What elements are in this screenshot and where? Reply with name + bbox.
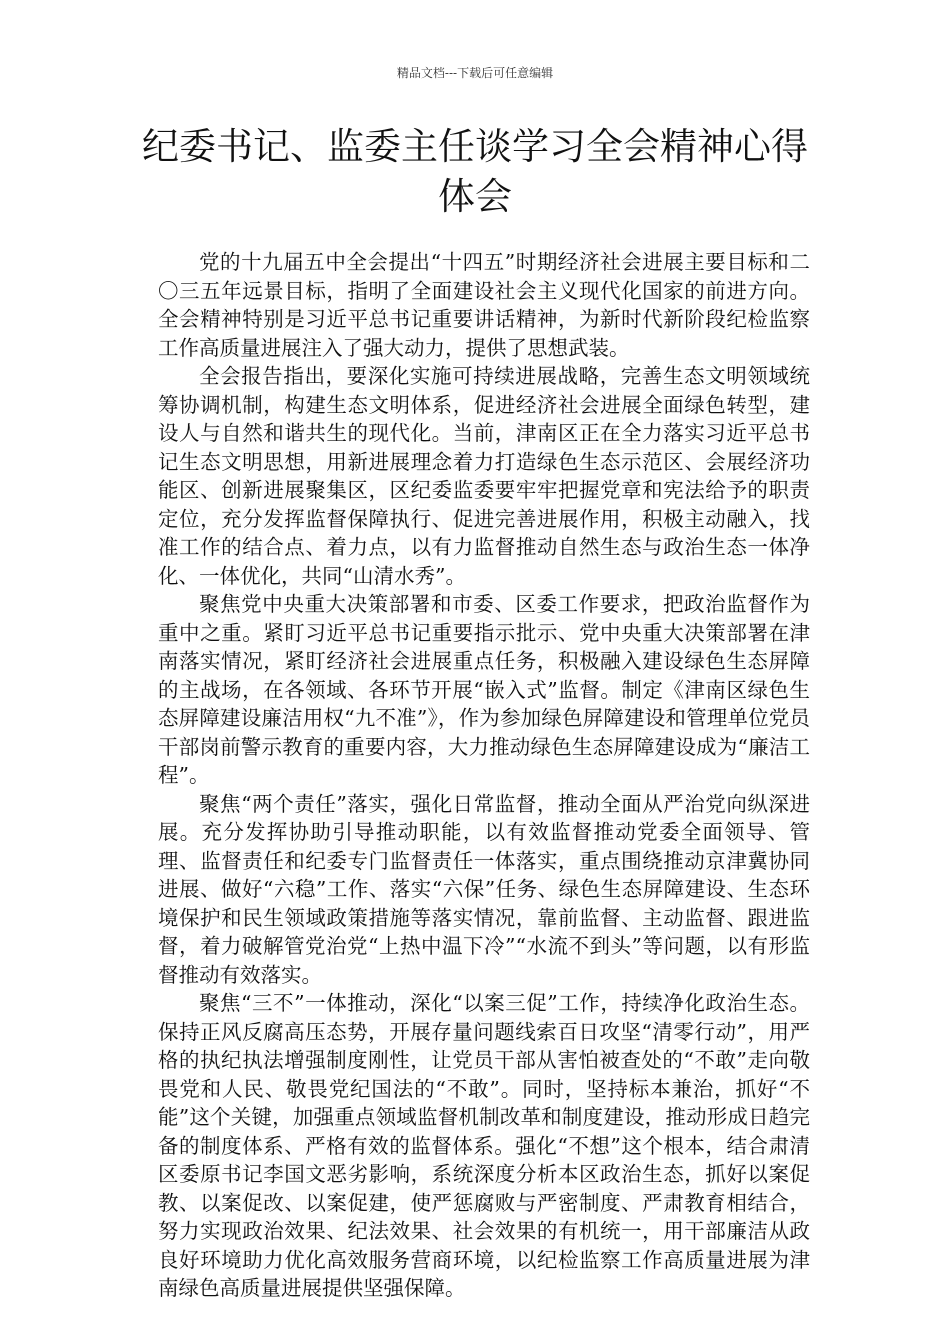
paragraph: 聚焦党中央重大决策部署和市委、区委工作要求，把政治监督作为重中之重。紧盯习近平总书记重要指示批示、党中央重大决策部署在津南落实情况，紧盯经济社会进展重点任务，积极融入建设绿色生态屏障的主战场，在各领域、各环节开展“嵌入式”监督。制定《津南区绿色生态屏障建设廉洁用权“九不准”》，作为参加绿色屏障建设和管理单位党员干部岗前警示教育的重要内容，大力推动绿色生态屏障建设成为“廉洁工程”。 — [158, 592, 810, 787]
document-body — [158, 248, 810, 1303]
paragraph: 党的十九届五中全会提出“十四五”时期经济社会进展主要目标和二〇三五年远景目标，指明了全面建设社会主义现代化国家的前进方向。全会精神特别是习近平总书记重要讲话精神，为新时代新阶段纪检监察工作高质量进展注入了强大动力，提供了思想武装。 — [158, 250, 810, 360]
paragraph: 全会报告指出，要深化实施可持续进展战略，完善生态文明领域统筹协调机制，构建生态文明体系，促进经济社会进展全面绿色转型，建设人与自然和谐共生的现代化。当前，津南区正在全力落实习近平总书记生态文明思想，用新进展理念着力打造绿色生态示范区、会展经济功能区、创新进展聚集区，区纪委监委要牢牢把握党章和宪法给予的职责定位，充分发挥监督保障执行、促进完善进展作用，积极主动融入，找准工作的结合点、着力点，以有力监督推动自然生态与政治生态一体净化、一体优化，共同“山清水秀”。 — [158, 364, 810, 588]
page-header: 精品文档---下载后可任意编辑 — [396, 66, 554, 80]
document-title: 纪委书记、监委主任谈学习全会精神心得体会 — [142, 125, 808, 218]
paragraph: 聚焦“两个责任”落实，强化日常监督，推动全面从严治党向纵深进展。充分发挥协助引导推动职能，以有效监督推动党委全面领导、管理、监督责任和纪委专门监督责任一体落实，重点围绕推动京津冀协同进展、做好“六稳”工作、落实“六保”任务、绿色生态屏障建设、生态环境保护和民生领域政策措施等落实情况，靠前监督、主动监督、跟进监督，着力破解管党治党“上热中温下冷”“水流不到头”等问题，以有形监督推动有效落实。 — [158, 791, 810, 987]
paragraph: 聚焦“三不”一体推动，深化“以案三促”工作，持续净化政治生态。保持正风反腐高压态势，开展存量问题线索百日攻坚“清零行动”，用严格的执纪执法增强制度刚性，让党员干部从害怕被查处的“不敢”走向敬畏党和人民、敬畏党纪国法的“不敢”。同时，坚持标本兼治，抓好“不能”这个关键，加强重点领域监督机制改革和制度建设，推动形成日趋完备的制度体系、严格有效的监督体系。强化“不想”这个根本，结合肃清区委原书记李国文恶劣影响，系统深度分析本区政治生态，抓好以案促教、以案促改、以案促建，使严惩腐败与严密制度、严肃教育相结合，努力实现政治效果、纪法效果、社会效果的有机统一，用干部廉洁从政良好环境助力优化高效服务营商环境，以纪检监察工作高质量进展为津南绿色高质量进展提供坚强保障。 — [158, 991, 810, 1300]
